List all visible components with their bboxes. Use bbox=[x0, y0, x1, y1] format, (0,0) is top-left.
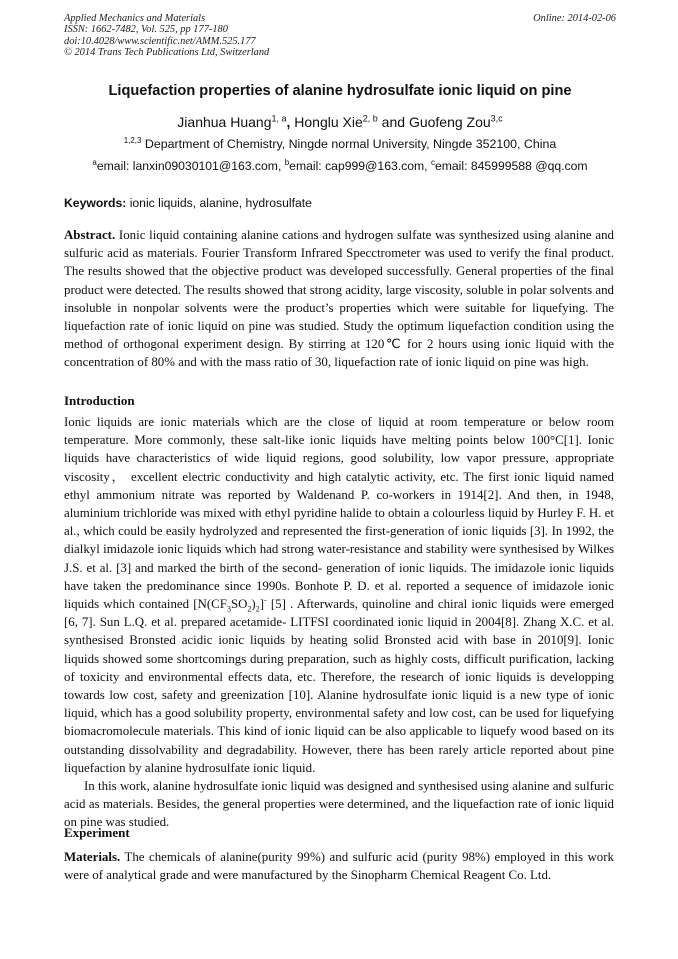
email-sup: a bbox=[92, 157, 97, 167]
author-list bbox=[64, 113, 616, 131]
keywords-label: Keywords: bbox=[64, 196, 127, 210]
intro-text: Ionic liquids are ionic materials which are the close of liquid at room temperature or below room temperature. More commonly, these salt-like ionic liquids have melting points below 100°C[1]. Ionic liquids have characteristics of wide liquid regions, good solubility, low vapor pressure, appropriate viscosity， excellent electric conductivity and high catalytic activity, etc. The first ionic liquid named ethyl ammonium nitrate was reported by Waldenand P. co-workers in 1914[2]. And then, in 1948, aluminium trichloride was mixed with ethyl pyridine halide to obtain a colourless liquid by Hurley F. H. et al., which could be easily hydrolyzed and represented the first-generation of ionic liquids [3]. In 1992, the dialkyl imidazole ionic liquids which had strong water-resistance and stability were synthesised by Wilkes J.S. et al. [3] and marked the birth of the second- generation of ionic liquids. The imidazole ionic liquids have taken the predominance since 1990s. Bonhote P. D. et al. reported a sequence of imidazole ionic liquids which contained [N(CF bbox=[64, 415, 614, 612]
author-name: Jianhua Huang bbox=[177, 114, 272, 130]
intro-paragraph-2: In this work, alanine hydrosulfate ionic liquid was designed and synthesised using alanine and sulfuric acid as materials. Besides, the general properties were determined, and the liquefaction rate of ionic liquid on pine was studied. bbox=[64, 779, 614, 830]
email-sup: c bbox=[430, 157, 435, 167]
journal-name: Applied Mechanics and Materials bbox=[64, 13, 206, 24]
email-text: email: cap999@163.com, bbox=[289, 159, 431, 173]
author-separator: and bbox=[377, 114, 409, 130]
email-text: email: lanxin09030101@163.com, bbox=[96, 159, 285, 173]
affiliation bbox=[64, 137, 616, 152]
affiliation-sup: 1,2,3 bbox=[123, 135, 142, 145]
formula-sup: - bbox=[264, 595, 267, 605]
formula-sub: 2 bbox=[247, 604, 252, 614]
journal-issn: ISSN: 1662-7482, Vol. 525, pp 177-180 bbox=[64, 24, 228, 36]
materials-label: Materials. bbox=[64, 850, 121, 864]
keywords bbox=[64, 195, 616, 211]
experiment-heading: Experiment bbox=[64, 825, 130, 840]
journal-header bbox=[64, 13, 616, 58]
keywords-text: ionic liquids, alanine, hydrosulfate bbox=[126, 196, 312, 210]
journal-doi: doi:10.4028/www.scientific.net/AMM.525.177 bbox=[64, 35, 256, 47]
materials-paragraph bbox=[64, 848, 614, 884]
introduction-heading: Introduction bbox=[64, 393, 135, 408]
materials-text: The chemicals of alanine(purity 99%) and sulfuric acid (purity 98%) employed in this work were of analytical grade and were manufactured by the Sinopharm Chemical Reagent Co. Ltd. bbox=[64, 850, 614, 883]
author-separator: , bbox=[286, 114, 295, 130]
author-name: Guofeng Zou bbox=[408, 114, 491, 130]
formula-sub: 2 bbox=[255, 604, 260, 614]
online-date: Online: 2014-02-06 bbox=[533, 13, 616, 24]
author-affil-sup: 3,c bbox=[490, 113, 503, 124]
abstract bbox=[64, 226, 614, 372]
affiliation-text: Department of Chemistry, Ningde normal University, Ningde 352100, China bbox=[141, 137, 557, 151]
abstract-text: Ionic liquid containing alanine cations and hydrogen sulfate was synthesized using alanine and sulfuric acid as materials. Fourier Transform Infrared Specctrometer was used to verify the final product. The results showed that the objective product was developed successfully. General properties of the final product were detected. The results showed that strong acidity, large viscosity, soluble in polar solvents and insoluble in nonpolar solvents were the product’s properties which were suitable for liquefying. The liquefaction rate of ionic liquid on pine was studied. Study the optimum liquefaction condition using the method of orthogonal experiment design. By stirring at 120℃ for 2 hours using ionic liquid with the concentration of 80% and with the mass ratio of 30, liquefaction rate of ionic liquid on pine was high. bbox=[64, 228, 614, 370]
formula-text: ] bbox=[259, 597, 265, 612]
author-emails bbox=[64, 159, 616, 174]
formula-sub: 3 bbox=[226, 604, 231, 614]
author-name: Honglu Xie bbox=[294, 114, 363, 130]
paper-title: Liquefaction properties of alanine hydrosulfate ionic liquid on pine bbox=[108, 83, 572, 99]
intro-paragraph-1 bbox=[64, 415, 614, 775]
author-affil-sup: 2, b bbox=[362, 113, 378, 124]
journal-copyright: © 2014 Trans Tech Publications Ltd, Switzerland bbox=[64, 46, 270, 58]
abstract-label: Abstract. bbox=[64, 228, 116, 242]
email-sup: b bbox=[284, 157, 290, 167]
author-affil-sup: 1, a bbox=[271, 113, 287, 124]
formula-text: ) bbox=[251, 597, 256, 612]
email-text: email: 845999588 @qq.com bbox=[434, 159, 588, 173]
introduction-body bbox=[64, 413, 614, 832]
formula-text: SO bbox=[230, 597, 248, 612]
intro-text: [5] . Afterwards, quinoline and chiral ionic liquids were emerged [6, 7]. Sun L.Q. et al. prepared acetamide- LITFSI coordinated ionic liquid in 2004[8]. Zhang X.C. et al. synthesised Bronsted acidic ionic liquids by heating solid Bronsted acid with base in 2010[9]. Ionic liquids showed some shortcomings during preparation, such as highly costs, difficult purification, lacking of toxicity and environmental effects data, etc. Therefore, the research of ionic liquids is developping towards low cost, safety and greenization [10]. Alanine hydrosulfate ionic liquid is a new type of ionic liquid, which has a good solubility property, environmental safety and low cost, can be used for liquefying biomacromolecule materials. This kind of ionic liquid can be also applicable to liquefy wood based on its outstanding dissolvability and degradability. However, there has been rarely article reported about pine liquefaction by alanine hydrosulfate ionic liquid. bbox=[64, 597, 614, 775]
